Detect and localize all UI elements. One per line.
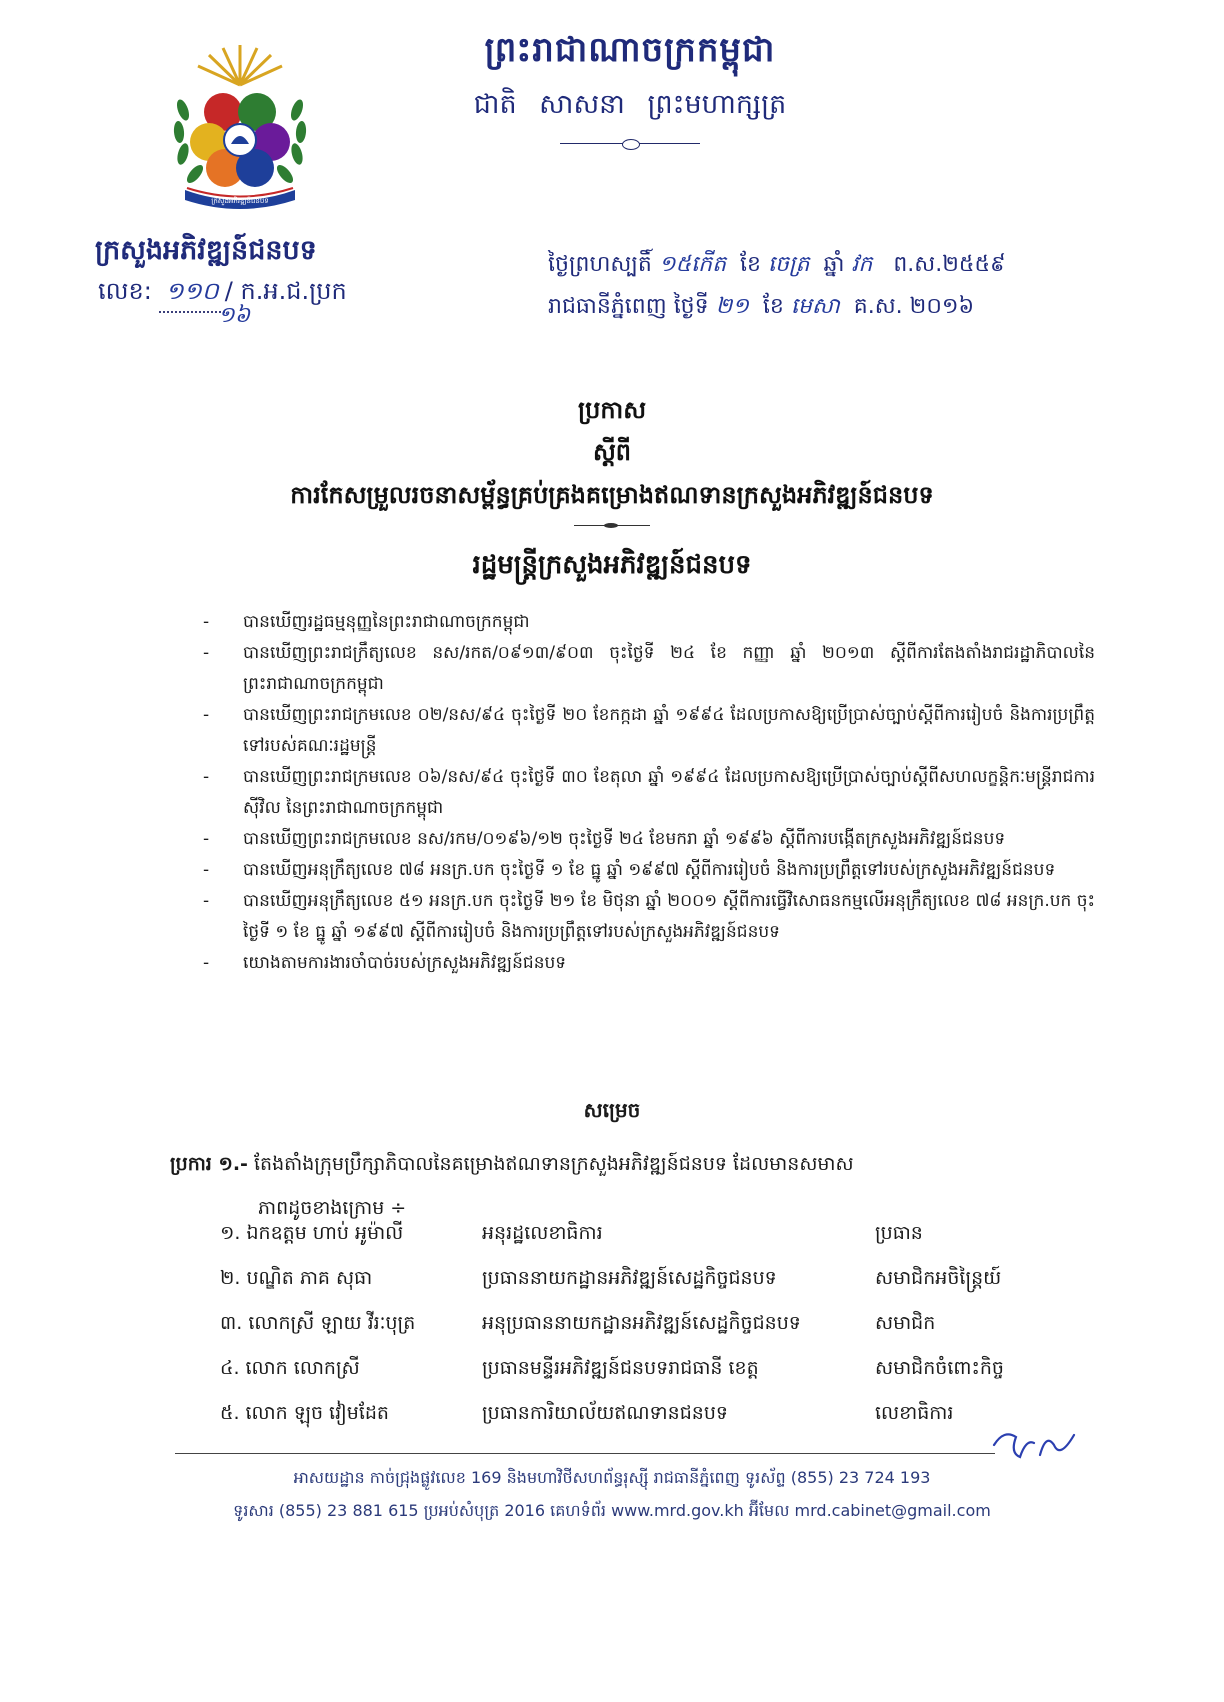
reference-number: លេខ: ១១០ / ក.អ.ជ.ប្រក (98, 276, 347, 313)
lunar-month: ចេត្រ (767, 252, 810, 277)
visa-item: - យោងតាមការងារចាំបាច់របស់ក្រសួងអភិវឌ្ឍន៍ជនបទ (195, 948, 1095, 979)
visa-item: - បានឃើញអនុក្រឹត្យលេខ ៥១ អនក្រ.បក ចុះថ្ងៃទី ២១ ខែ មិថុនា ឆ្នាំ ២០០១ ស្តីពីការធ្វើវិសោធនកម្មលើអនុក្រឹត្យលេខ ៧៨ អនក្រ.បក ចុះថ្ងៃទី ១ ខែ ធ្នូ ឆ្នាំ ១៩៩៧ ស្តីពីការរៀបចំ និងការប្រព្រឹត្តទៅរបស់ក្រសួងអភិវឌ្ឍន៍ជនបទ (195, 886, 1095, 948)
article-1-text-cont: ភាពដូចខាងក្រោម ÷ (258, 1197, 407, 1219)
visa-item: - បានឃើញព្រះរាជក្រឹត្យលេខ នស/រកត/០៩១៣/៩០៣ ចុះថ្ងៃទី ២៤ ខែ កញ្ញា ឆ្នាំ ២០១៣ ស្តីពីការតែងតាំងរាជរដ្ឋាភិបាលនៃព្រះរាជាណាចក្រកម្ពុជា (195, 638, 1095, 700)
visa-list (195, 607, 1095, 979)
footer-divider (175, 1453, 995, 1454)
lunar-date-prefix: ថ្ងៃព្រហស្បតិ៍ (548, 252, 652, 277)
visa-item: - បានឃើញព្រះរាជក្រមលេខ ០៦/នស/៩៤ ចុះថ្ងៃទី ៣០ ខែតុលា ឆ្នាំ ១៩៩៤ ដែលប្រកាសឱ្យប្រើប្រាស់ច្បាប់ស្តីពីសហលក្ខន្តិកៈមន្ត្រីរាជការស៊ីវិល នៃព្រះរាជាណាចក្រកម្ពុជា (195, 762, 1095, 824)
board-members-table (220, 1212, 1100, 1437)
decision-heading: សម្រេច (583, 1098, 641, 1122)
reference-code: ក.អ.ជ.ប្រក (240, 277, 347, 305)
member-role: ប្រធាន (875, 1221, 923, 1244)
solar-day: ២១ (715, 294, 749, 319)
table-row (220, 1302, 1100, 1347)
lunar-year: វក (851, 252, 873, 277)
document-type: ប្រកាស (577, 396, 647, 424)
member-role: សមាជិក (875, 1311, 936, 1334)
table-row (220, 1347, 1100, 1392)
reference-label: លេខ: (98, 277, 152, 305)
title-divider (574, 525, 650, 526)
member-position: អនុរដ្ឋលេខាធិការ (482, 1221, 603, 1244)
document-subject: ការកែសម្រួលរចនាសម្ព័ន្ធគ្រប់គ្រងគម្រោងឥណទានក្រសួងអភិវឌ្ឍន៍ជនបទ (290, 481, 934, 509)
lunar-day: ១៥កើត (658, 252, 727, 277)
solar-year-label: គ.ស. (853, 294, 903, 319)
visa-item: - បានឃើញព្រះរាជក្រមលេខ នស/រកម/០១៩៦/១២ ចុះថ្ងៃទី ២៤ ខែមករា ឆ្នាំ ១៩៩៦ ស្តីពីការបង្កើតក្រសួងអភិវឌ្ឍន៍ជនបទ (195, 824, 1095, 855)
member-role: សមាជិកអចិន្ត្រៃយ៍ (875, 1266, 1002, 1289)
ministry-name: ក្រសួងអភិវឌ្ឍន៍ជនបទ (95, 235, 317, 266)
buddhist-era: ព.ស.២៥៥៩ (893, 252, 1006, 277)
solar-date-prefix: រាជធានីភ្នំពេញ ថ្ងៃទី (548, 294, 709, 319)
visa-item: - បានឃើញរដ្ឋធម្មនុញ្ញនៃព្រះរាជាណាចក្រកម្ពុជា (195, 607, 1095, 638)
member-position: ប្រធាននាយកដ្ឋានអភិវឌ្ឍន៍សេដ្ឋកិច្ចជនបទ (482, 1266, 777, 1289)
article-1-text: តែងតាំងក្រុមប្រឹក្សាភិបាលនៃគម្រោងឥណទានក្រសួងអភិវឌ្ឍន៍ជនបទ ដែលមានសមាស (254, 1153, 854, 1175)
article-1-label: ប្រការ ១.- (170, 1153, 248, 1175)
member-role: សមាជិកចំពោះកិច្ច (875, 1356, 1004, 1379)
visa-item: - បានឃើញព្រះរាជក្រមលេខ ០២/នស/៩៤ ចុះថ្ងៃទី ២០ ខែកក្កដា ឆ្នាំ ១៩៩៤ ដែលប្រកាសឱ្យប្រើប្រាស់ច្បាប់ស្តីពីការរៀបចំ និងការប្រព្រឹត្តទៅរបស់គណៈរដ្ឋមន្ត្រី (195, 700, 1095, 762)
member-name: ៥. លោក ឡុច វៀមដែត (220, 1401, 389, 1424)
table-row (220, 1392, 1100, 1437)
kingdom-header (420, 28, 840, 149)
member-name: ៤. លោក លោកស្រី (220, 1356, 360, 1379)
footer-contact: ទូរសារ (855) 23 881 615 ប្រអប់សំបុត្រ 2016 គេហទំព័រ www.mrd.gov.kh អ៊ីមែល mrd.cabinet@gmail.com (233, 1501, 991, 1520)
lunar-date (548, 250, 1006, 282)
kingdom-title: ព្រះរាជាណាចក្រកម្ពុជា (484, 30, 776, 70)
table-row (220, 1257, 1100, 1302)
member-position: ប្រធានមន្ទីរអភិវឌ្ឍន៍ជនបទរាជធានី ខេត្ត (482, 1356, 759, 1379)
table-row (220, 1212, 1100, 1257)
member-name: ១. ឯកឧត្តម ហាប់ អូម៉ាលី (220, 1221, 404, 1244)
member-position: ប្រធានការិយាល័យឥណទានជនបទ (482, 1401, 728, 1424)
national-motto: ជាតិ សាសនា ព្រះមហាក្សត្រ (473, 89, 787, 120)
lunar-month-label: ខែ (740, 252, 761, 277)
logo-caption: ក្រសួងអភិវឌ្ឍន៍ជនបទ (211, 197, 269, 205)
reference-value: ១១០ (159, 276, 224, 313)
footer-address: អាសយដ្ឋាន កាច់ជ្រុងផ្លូវលេខ 169 និងមហាវិថីសហព័ន្ធរុស្ស៊ី រាជធានីភ្នំពេញ ទូរស័ព្ទ (855) 23 724 193 (293, 1468, 931, 1487)
reference-denominator: ១៦ (218, 303, 251, 328)
member-name: ៣. លោកស្រី ឡាយ វីរៈបុត្រ (220, 1311, 416, 1334)
about-label: ស្តីពី (592, 438, 632, 466)
handwritten-initials-icon (990, 1425, 1080, 1465)
visa-item: - បានឃើញអនុក្រឹត្យលេខ ៧៨ អនក្រ.បក ចុះថ្ងៃទី ១ ខែ ធ្នូ ឆ្នាំ ១៩៩៧ ស្តីពីការរៀបចំ និងការប្រព្រឹត្តទៅរបស់ក្រសួងអភិវឌ្ឍន៍ជនបទ (195, 855, 1095, 886)
solar-month: មេសា (790, 294, 840, 319)
ministry-emblem-icon (165, 40, 315, 215)
lunar-year-label: ឆ្នាំ (823, 252, 845, 277)
header-ornament (560, 139, 700, 149)
ministry-logo (165, 40, 315, 215)
member-name: ២. បណ្ឌិត ភាគ សុធា (220, 1266, 373, 1289)
member-role: លេខាធិការ (875, 1401, 954, 1424)
member-position: អនុប្រធាននាយកដ្ឋានអភិវឌ្ឍន៍សេដ្ឋកិច្ចជនបទ (482, 1311, 801, 1334)
issuer-title: រដ្ឋមន្ត្រីក្រសួងអភិវឌ្ឍន៍ជនបទ (472, 550, 752, 580)
solar-year: ២០១៦ (909, 294, 975, 319)
solar-month-label: ខែ (762, 294, 784, 319)
solar-date (548, 292, 974, 324)
